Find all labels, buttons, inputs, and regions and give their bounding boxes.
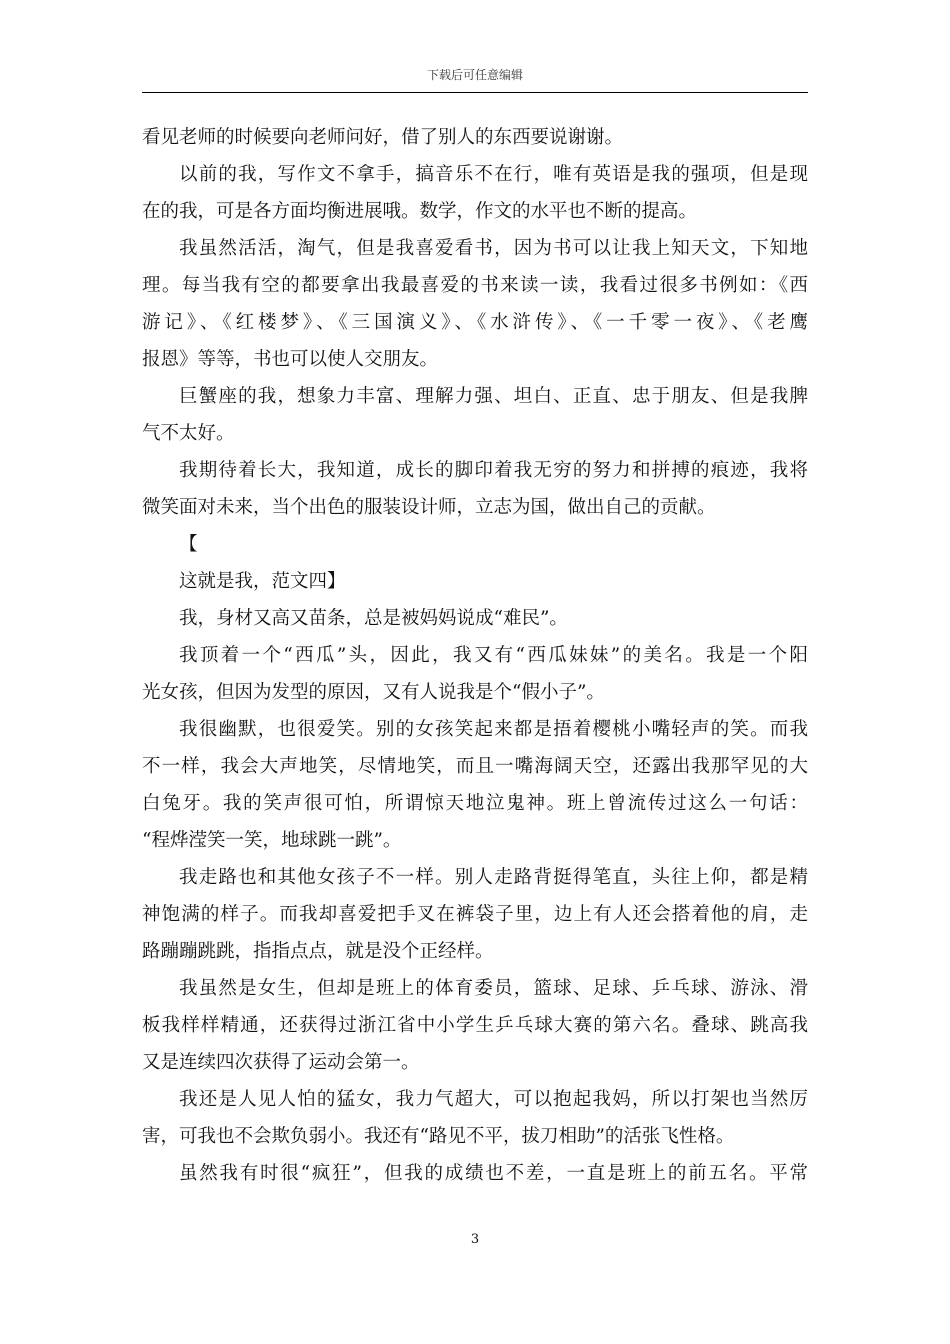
- text-line: 理。每当我有空的都要拿出我最喜爱的书来读一读，我看过很多书例如：《西: [142, 275, 808, 296]
- text-line: 白兔牙。我的笑声很可怕，所谓惊天地泣鬼神。班上曾流传过这么一句话：: [142, 793, 808, 814]
- text-line: 报恩》等等，书也可以使人交朋友。: [142, 349, 439, 370]
- text-line: 我很幽默，也很爱笑。别的女孩笑起来都是捂着樱桃小嘴轻声的笑。而我: [179, 719, 808, 740]
- text-line: 我，身材又高又苗条，总是被妈妈说成“难民”。: [179, 608, 568, 629]
- text-line: 虽然我有时很“疯狂”，但我的成绩也不差，一直是班上的前五名。平常: [179, 1163, 808, 1184]
- text-line: 光女孩，但因为发型的原因，又有人说我是个“假小子”。: [142, 682, 605, 703]
- text-line: 板我样样精通，还获得过浙江省中小学生乒乓球大赛的第六名。叠球、跳高我: [142, 1015, 808, 1036]
- text-line: 微笑面对未来，当个出色的服装设计师，立志为国，做出自己的贡献。: [142, 497, 716, 518]
- header-divider: [142, 92, 808, 93]
- text-line: 气不太好。: [142, 423, 235, 444]
- text-line: 神饱满的样子。而我却喜爱把手叉在裤袋子里，边上有人还会搭着他的肩，走: [142, 904, 808, 925]
- page-header: 下载后可任意编辑: [426, 68, 523, 82]
- text-line: 【: [179, 534, 198, 555]
- text-line: 路蹦蹦跳跳，指指点点，就是没个正经样。: [142, 941, 494, 962]
- text-line: “程烨滢笑一笑，地球跳一跳”。: [142, 830, 402, 851]
- text-line: 游记》、《红楼梦》、《三国演义》、《水浒传》、《一千零一夜》、《老鹰: [142, 312, 808, 333]
- text-line: 不一样，我会大声地笑，尽情地笑，而且一嘴海阔天空，还露出我那罕见的大: [142, 756, 808, 777]
- page-number: 3: [470, 1232, 480, 1247]
- text-line: 巨蟹座的我，想象力丰富、理解力强、坦白、正直、忠于朋友、但是我脾: [179, 386, 808, 407]
- text-line: 我顶着一个“西瓜”头，因此，我又有“西瓜妹妹”的美名。我是一个阳: [179, 645, 808, 666]
- text-line: 在的我，可是各方面均衡进展哦。数学，作文的水平也不断的提高。: [142, 201, 698, 222]
- text-line: 以前的我，写作文不拿手，搞音乐不在行，唯有英语是我的强项，但是现: [179, 164, 808, 185]
- text-line: 我走路也和其他女孩子不一样。别人走路背挺得笔直，头往上仰，都是精: [179, 867, 808, 888]
- text-line: 看见老师的时候要向老师问好，借了别人的东西要说谢谢。: [142, 127, 624, 148]
- document-body: [142, 119, 808, 1192]
- text-line: 我虽然是女生，但却是班上的体育委员，篮球、足球、乒乓球、游泳、滑: [179, 978, 808, 999]
- text-line: 我还是人见人怕的猛女，我力气超大，可以抱起我妈，所以打架也当然厉: [179, 1089, 808, 1110]
- text-line: 我期待着长大，我知道，成长的脚印着我无穷的努力和拼搏的痕迹，我将: [179, 460, 808, 481]
- text-line: 这就是我，范文四】: [179, 571, 346, 592]
- text-line: 我虽然活活，淘气，但是我喜爱看书，因为书可以让我上知天文，下知地: [179, 238, 808, 259]
- text-line: 害，可我也不会欺负弱小。我还有“路见不平，拔刀相助”的活张飞性格。: [142, 1126, 735, 1147]
- text-line: 又是连续四次获得了运动会第一。: [142, 1052, 420, 1073]
